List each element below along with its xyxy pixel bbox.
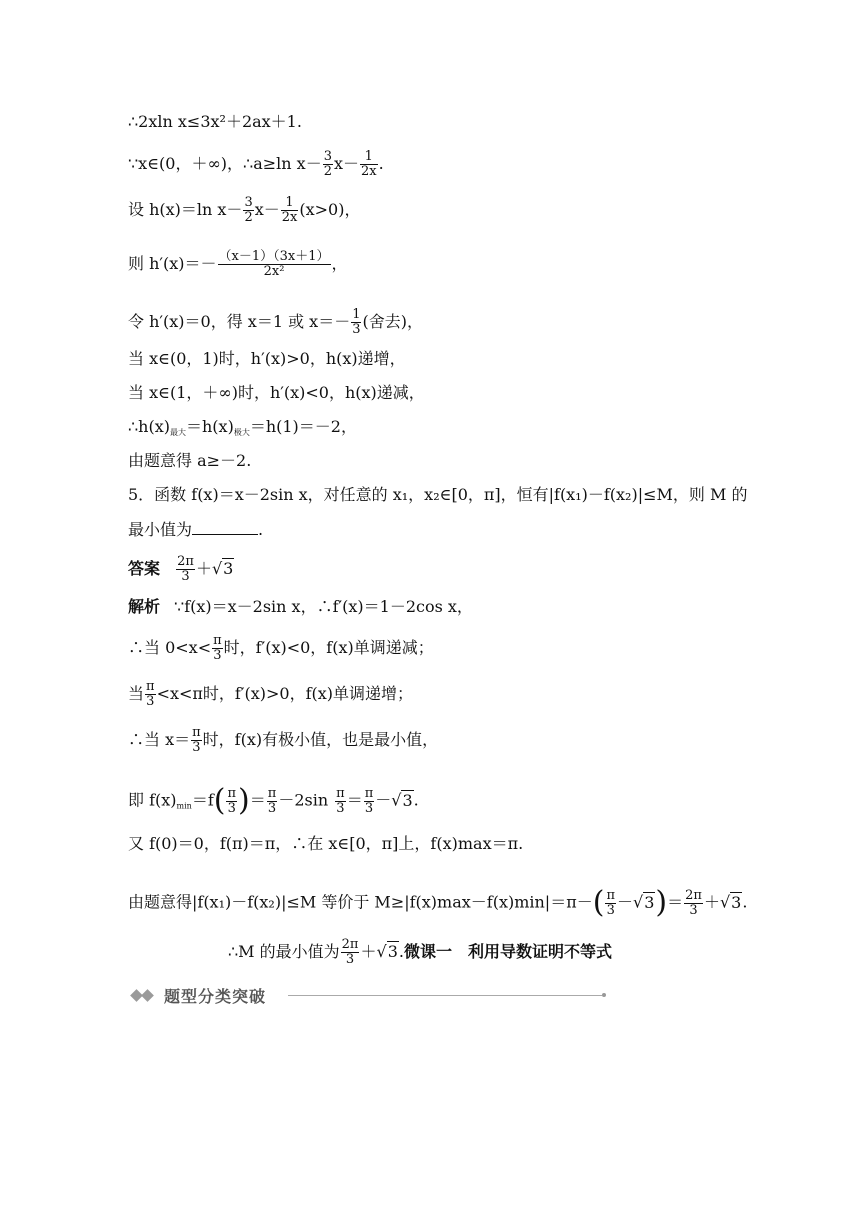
text: (舍去)，: [362, 312, 423, 331]
text: ＝: [346, 790, 363, 810]
denominator: 3: [606, 902, 615, 918]
numerator: 2π: [685, 887, 702, 903]
text: ∴当 0<x<: [128, 638, 212, 657]
solution-line-2: [128, 634, 434, 663]
denominator: 3: [176, 569, 195, 584]
text: ＝h(1)＝－2，: [249, 417, 357, 436]
solution-line-5: 即 f(x)min＝f( $\frac{\pi}{3}$ )＝ $\frac{\pi}{3}$ －2sin $\frac{\pi}{3}$ ＝ $\frac{\pi}{3}$ －√3.: [128, 783, 419, 818]
solution-line-4: [128, 726, 438, 755]
text: ，: [331, 254, 348, 273]
numerator: 3: [323, 149, 332, 164]
text: .: [258, 520, 264, 539]
numerator: 2π: [177, 554, 194, 569]
denominator: 3: [341, 952, 360, 967]
fraction-pi-3: [267, 787, 278, 816]
text: ＝: [667, 892, 684, 912]
numerator: π: [364, 785, 374, 801]
text: 最小值为: [128, 520, 193, 539]
paren-left: (: [213, 783, 226, 818]
answer-line: 答案 $\frac{2\pi}{3}$ ＋√3: [128, 554, 234, 584]
paren-right: ): [655, 885, 668, 920]
fraction-pi-3: [212, 634, 223, 663]
fraction-2pi-3: [341, 938, 360, 967]
denominator: 2: [244, 210, 253, 225]
line-7: 当 x∈(1，＋∞)时，h′(x)<0，h(x)递减，: [128, 383, 425, 402]
solution-line-3: [128, 680, 413, 709]
sqrt-value: 3: [387, 942, 398, 961]
denominator: 3: [364, 800, 374, 816]
text: ∴M 的最小值为: [228, 942, 340, 961]
fraction-2pi-3: [684, 889, 703, 918]
section-rule: [288, 995, 602, 996]
question-5-cont: [128, 520, 263, 540]
subscript: 最大: [170, 428, 186, 437]
paren-left: (: [592, 885, 605, 920]
text: 设 h(x)＝ln x－: [128, 200, 243, 219]
text: .: [398, 942, 404, 961]
text: 当: [128, 684, 145, 703]
micro-lesson-title: 微课一 利用导数证明不等式: [403, 942, 612, 961]
section-title: 题型分类突破: [164, 987, 267, 1006]
text: ∵x∈(0，＋∞)，∴a≥ln x－: [128, 154, 322, 173]
text: ＝: [249, 790, 266, 810]
line-4: [128, 250, 348, 279]
sqrt-value: 3: [644, 892, 655, 912]
fraction-pi-3: [145, 680, 156, 709]
fraction-pi-3: [335, 787, 346, 816]
section-rule-end-dot: [602, 993, 606, 997]
denominator: 3: [336, 800, 345, 816]
sqrt-value: 3: [731, 892, 742, 912]
denominator: 2x: [281, 210, 298, 225]
solution-line-7: 由题意得|f(x₁)－f(x₂)|≤M 等价于 M≥|f(x)max－f(x)min|＝π－( $\frac{\pi}{3}$ －√3)＝ $\frac{2\pi}{3}$ ＋√3.: [128, 885, 748, 920]
solution-line-8: ∴M 的最小值为 $\frac{2\pi}{3}$ ＋√3.微课一 利用导数证明不等式: [228, 937, 612, 967]
text: －: [375, 790, 392, 810]
denominator: 3: [684, 903, 703, 918]
denominator: 2x²: [218, 264, 331, 279]
numerator: π: [227, 785, 237, 801]
numerator: π: [267, 785, 277, 801]
paren-right: ): [238, 783, 250, 818]
text: ＋: [195, 559, 212, 578]
fraction-pi-3: [191, 726, 202, 755]
solution-line-1: [128, 597, 473, 617]
numerator: 1: [352, 307, 361, 322]
text: ∴h(x): [128, 417, 170, 436]
answer-label: 答案: [128, 559, 161, 578]
text: <x<π时，f′(x)>0，f(x)单调递增；: [156, 684, 413, 703]
denominator: 3: [352, 322, 361, 337]
line-8: [128, 417, 357, 443]
text: 即 f(x): [128, 790, 177, 810]
denominator: 3: [192, 740, 201, 755]
numerator: π: [192, 725, 201, 740]
sqrt-value: 3: [223, 559, 234, 578]
fraction-pi-3: [364, 787, 375, 816]
denominator: 3: [213, 648, 222, 663]
fraction-1-3: [351, 308, 361, 337]
text: .: [742, 892, 748, 912]
text: .: [413, 790, 419, 810]
solution-label: 解析: [128, 597, 161, 616]
line-1: ∴2xln x≤3x²＋2ax＋1.: [128, 112, 302, 131]
text: ∴当 x＝: [128, 730, 191, 749]
fraction-1-2x: [281, 196, 299, 225]
question-5: 5．函数 f(x)＝x－2sin x，对任意的 x₁，x₂∈[0，π]，恒有|f(x₁)－f(x₂)|≤M，则 M 的: [128, 485, 748, 504]
solution-line-6: 又 f(0)＝0，f(π)＝π，∴在 x∈[0，π]上，f(x)max＝π.: [128, 834, 524, 853]
denominator: 2: [323, 164, 332, 179]
denominator: 3: [146, 694, 155, 709]
line-2: ∵x∈(0，＋∞)，∴a≥ln x－ $\frac{3}{2}$ x－ $\frac{1}{2x}$ .: [128, 149, 384, 179]
numerator: （x－1）（3x＋1）: [218, 249, 330, 264]
numerator: 2π: [341, 937, 359, 952]
text: 由题意得|f(x₁)－f(x₂)|≤M 等价于 M≥|f(x)max－f(x)min|＝π－: [128, 892, 593, 912]
text: 时，f(x)有极小值，也是最小值，: [202, 730, 439, 749]
text: ＝f: [191, 790, 214, 810]
answer-blank: [192, 520, 258, 535]
text: x－: [333, 154, 360, 173]
line-6: 当 x∈(0，1)时，h′(x)>0，h(x)递增，: [128, 349, 406, 368]
numerator: π: [336, 785, 345, 801]
subscript: min: [176, 801, 192, 811]
text: (x>0)，: [299, 200, 361, 219]
denominator: 2x: [361, 164, 377, 179]
numerator: 3: [244, 195, 253, 210]
fraction-3-2: [323, 150, 333, 179]
denominator: 3: [267, 800, 277, 816]
numerator: π: [606, 887, 615, 903]
numerator: 1: [285, 195, 294, 210]
section-header: [130, 984, 490, 1008]
fraction-2pi-3: [176, 555, 195, 584]
subscript: 极大: [233, 428, 250, 437]
text: ＝h(x): [186, 417, 234, 436]
text: ∵f(x)＝x－2sin x，∴f′(x)＝1－2cos x，: [174, 597, 473, 616]
text: 则 h′(x)＝－: [128, 254, 217, 273]
fraction-pi-3: [605, 889, 616, 918]
fraction-pi-3: [226, 787, 237, 816]
text: －2sin: [278, 790, 329, 810]
line-3: [128, 196, 360, 225]
denominator: 3: [227, 800, 236, 816]
text: x－: [254, 200, 280, 219]
numerator: π: [213, 633, 222, 648]
text: ＋: [703, 892, 720, 912]
fraction-1-2x: [360, 150, 378, 179]
text: 令 h′(x)＝0，得 x＝1 或 x＝－: [128, 312, 351, 331]
sqrt-value: 3: [402, 790, 413, 810]
numerator: π: [146, 679, 155, 694]
text: －: [616, 892, 633, 912]
numerator: 1: [364, 149, 373, 164]
text: ＋: [360, 942, 377, 961]
fraction-3-2: [243, 196, 253, 225]
text: 时，f′(x)<0，f(x)单调递减；: [223, 638, 434, 657]
diamond-icon: [141, 989, 154, 1002]
line-9: 由题意得 a≥－2.: [128, 451, 252, 470]
fraction-derivative: [218, 250, 331, 279]
line-5: [128, 308, 423, 337]
